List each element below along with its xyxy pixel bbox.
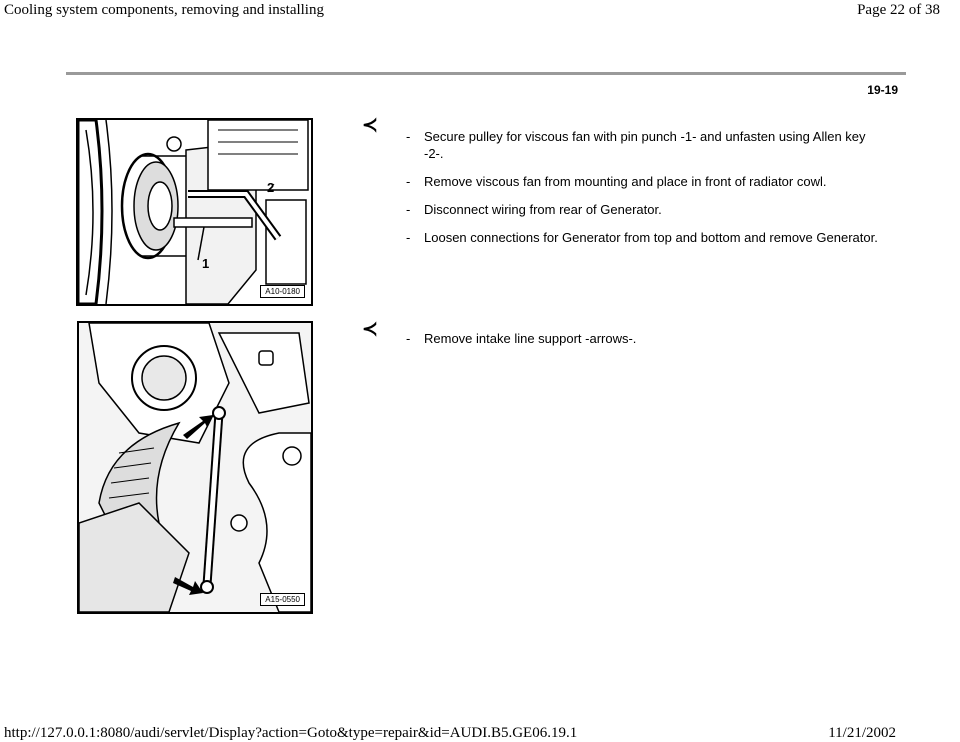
step-item: - Remove intake line support -arrows-.	[406, 330, 886, 347]
step-item: - Loosen connections for Generator from top and bottom and remove Generator.	[406, 229, 886, 246]
step-arrow-icon: ≺	[362, 115, 378, 136]
fan-pulley-illustration	[78, 120, 311, 304]
footer-date: 11/21/2002	[828, 725, 896, 741]
step-item: - Disconnect wiring from rear of Generator.	[406, 201, 886, 218]
section-number: 19-19	[867, 83, 898, 97]
callout-2: 2	[267, 180, 275, 195]
intake-support-illustration	[79, 323, 311, 612]
step-arrow-icon: ≺	[362, 319, 378, 340]
footer-url-link[interactable]: http://127.0.0.1:8080/audi/servlet/Display?action=Goto&type=repair&id=AUDI.B5.GE06.19.1	[4, 725, 578, 741]
figure-id-label: A15-0550	[260, 593, 305, 606]
figure-fan-pulley	[76, 118, 313, 306]
page-header-title: Cooling system components, removing and installing	[4, 2, 324, 18]
step-list	[406, 330, 886, 358]
header-rule	[66, 72, 906, 75]
figure-intake-support	[77, 321, 313, 614]
page-number: Page 22 of 38	[857, 2, 940, 18]
figure-id-label: A10-0180	[260, 285, 305, 298]
callout-1: 1	[202, 256, 210, 271]
step-item: - Secure pulley for viscous fan with pin punch -1- and unfasten using Allen key -2-.	[406, 128, 886, 162]
step-item: - Remove viscous fan from mounting and place in front of radiator cowl.	[406, 173, 886, 190]
step-list	[406, 128, 886, 257]
